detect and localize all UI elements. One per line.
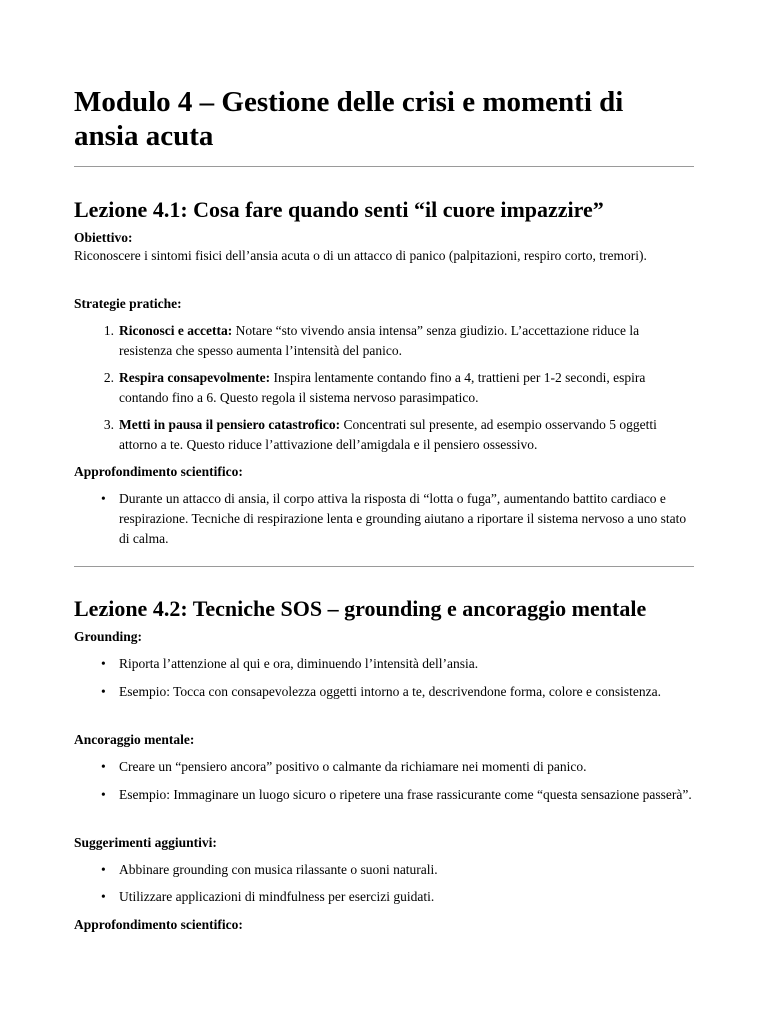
list-item bbox=[101, 654, 693, 674]
list-item-text: Esempio: Tocca con consapevolezza oggetti intorno a te, descrivendone forma, colore e consistenza. bbox=[119, 684, 661, 699]
lesson-4-1-title: Lezione 4.1: Cosa fare quando senti “il cuore impazzire” bbox=[74, 197, 604, 222]
list-number: 3. bbox=[103, 417, 114, 432]
list-item bbox=[101, 887, 693, 907]
divider bbox=[74, 166, 694, 167]
bullet: • bbox=[101, 684, 106, 699]
bullet: • bbox=[101, 889, 106, 904]
list-item bbox=[101, 860, 693, 880]
objective-label: Obiettivo: bbox=[74, 230, 133, 245]
list-item-text: Riporta l’attenzione al qui e ora, diminuendo l’intensità dell’ansia. bbox=[119, 656, 479, 671]
list-item bbox=[101, 757, 693, 777]
strategy-item bbox=[103, 415, 693, 455]
list-number: 1. bbox=[103, 323, 114, 338]
anchoring-label: Ancoraggio mentale: bbox=[74, 732, 195, 747]
lesson-4-2-title: Lezione 4.2: Tecniche SOS – grounding e ancoraggio mentale bbox=[74, 596, 647, 621]
list-item bbox=[101, 489, 693, 549]
science-label: Approfondimento scientifico: bbox=[74, 464, 243, 479]
strategy-text: Notare “sto vivendo ansia intensa” senza giudizio. L’accettazione riduce la resistenza che spesso aumenta l’intensità del panico. bbox=[119, 323, 640, 358]
strategies-label: Strategie pratiche: bbox=[74, 296, 182, 311]
strategy-bold: Metti in pausa il pensiero catastrofico: bbox=[119, 417, 341, 432]
list-item-text: Utilizzare applicazioni di mindfulness per esercizi guidati. bbox=[119, 889, 435, 904]
list-item-text: Abbinare grounding con musica rilassante o suoni naturali. bbox=[119, 862, 438, 877]
module-title: Modulo 4 – Gestione delle crisi e momenti di ansia acuta bbox=[74, 86, 624, 152]
bullet: • bbox=[101, 787, 106, 802]
bullet: • bbox=[101, 656, 106, 671]
strategy-text: Concentrati sul presente, ad esempio osservando 5 oggetti attorno a te. Questo riduce l’attivazione dell’amigdala e il pensiero ossessivo. bbox=[119, 417, 657, 452]
list-item bbox=[101, 785, 693, 805]
tips-label: Suggerimenti aggiuntivi: bbox=[74, 835, 217, 850]
grounding-label: Grounding: bbox=[74, 629, 143, 644]
strategy-bold: Riconosci e accetta: bbox=[119, 323, 233, 338]
objective-text: Riconoscere i sintomi fisici dell’ansia acuta o di un attacco di panico (palpitazioni, respiro corto, tremori). bbox=[74, 248, 647, 263]
list-item-text: Creare un “pensiero ancora” positivo o calmante da richiamare nei momenti di panico. bbox=[119, 759, 587, 774]
list-item bbox=[101, 682, 693, 702]
list-number: 2. bbox=[103, 370, 114, 385]
strategy-bold: Respira consapevolmente: bbox=[119, 370, 271, 385]
strategy-item bbox=[103, 321, 693, 361]
bullet: • bbox=[101, 862, 106, 877]
bullet: • bbox=[101, 759, 106, 774]
strategy-text: Inspira lentamente contando fino a 4, trattieni per 1-2 secondi, espira contando fino a 6. Questo regola il sistema nervoso parasimpatico. bbox=[119, 370, 646, 405]
bullet: • bbox=[101, 491, 106, 506]
divider bbox=[74, 566, 694, 567]
science-label: Approfondimento scientifico: bbox=[74, 917, 243, 932]
list-item-text: Esempio: Immaginare un luogo sicuro o ripetere una frase rassicurante come “questa sensazione passerà”. bbox=[119, 787, 692, 802]
list-item-text: Durante un attacco di ansia, il corpo attiva la risposta di “lotta o fuga”, aumentando battito cardiaco e respirazione. Tecniche di respirazione lenta e grounding aiutano a riportare il sistema nervoso a uno stato di calma. bbox=[119, 491, 687, 546]
strategy-item bbox=[103, 368, 693, 408]
